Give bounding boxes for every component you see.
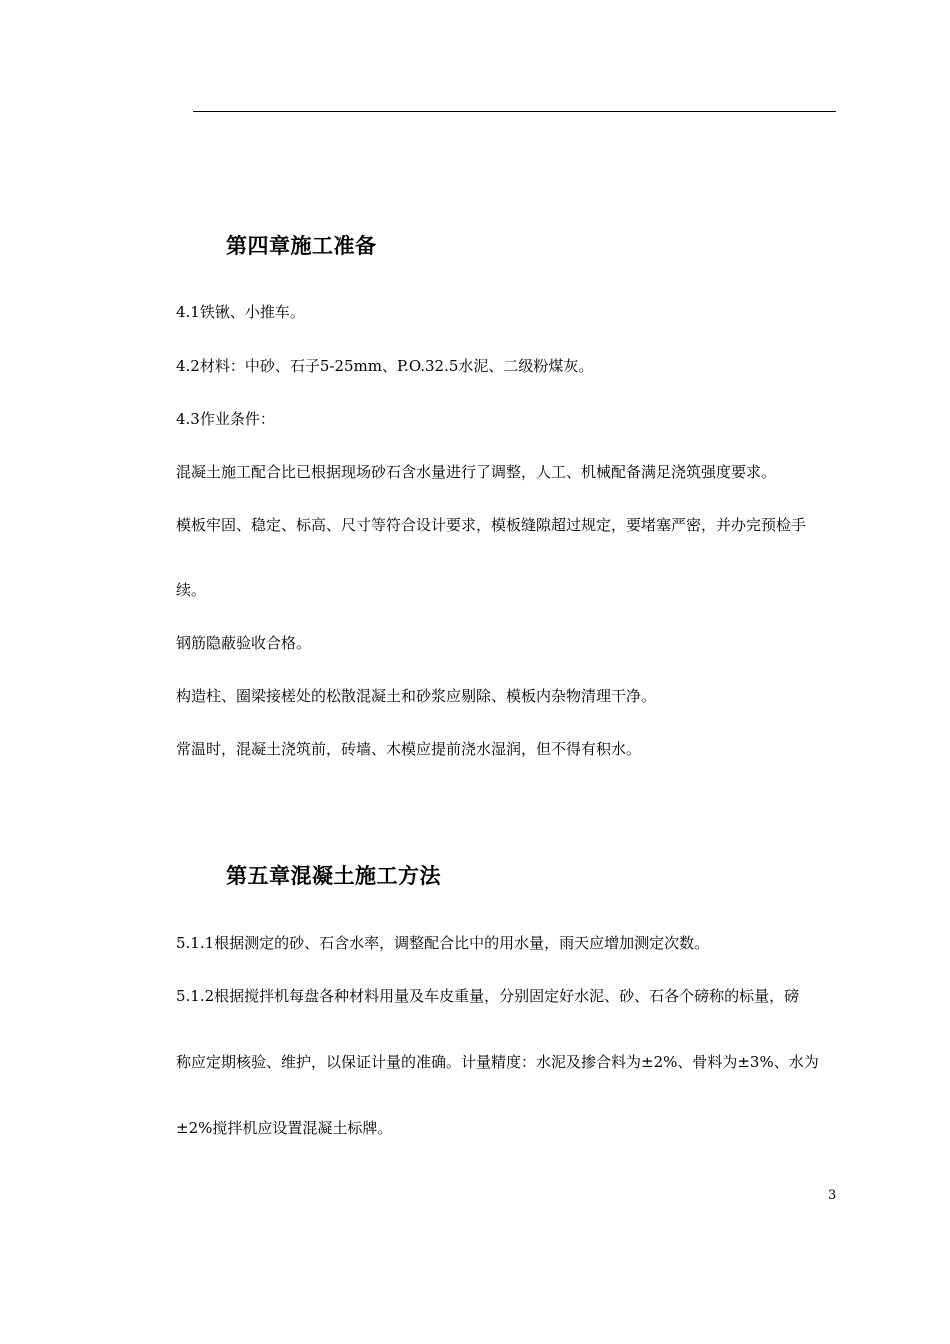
- paragraph-line: 常温时，混凝土浇筑前，砖墙、木模应提前浇水湿润，但不得有积水。: [176, 740, 642, 758]
- paragraph-line: 模板牢固、稳定、标高、尺寸等符合设计要求，模板缝隙超过规定，要堵塞严密，并办完预检手: [176, 516, 807, 534]
- paragraph-line: 混凝土施工配合比已根据现场砂石含水量进行了调整，人工、机械配备满足浇筑强度要求。: [176, 463, 777, 481]
- chapter-4-heading: 第四章施工准备: [226, 234, 377, 258]
- item-4-3: 4.3作业条件：: [176, 410, 275, 428]
- paragraph-line: 称应定期核验、维护，以保证计量的准确。计量精度：水泥及掺合料为±2%、骨料为±3%、水为: [176, 1053, 819, 1071]
- paragraph-line: 钢筋隐蔽验收合格。: [176, 634, 312, 652]
- chapter-5-heading: 第五章混凝土施工方法: [226, 864, 441, 888]
- item-4-1: 4.1铁锹、小推车。: [176, 303, 305, 321]
- paragraph-line: 构造柱、圈梁接槎处的松散混凝土和砂浆应剔除、模板内杂物清理干净。: [176, 687, 657, 705]
- item-5-1-2: 5.1.2根据搅拌机每盘各种材料用量及车皮重量，分别固定好水泥、砂、石各个磅称的标量，磅: [176, 987, 800, 1005]
- item-5-1-1: 5.1.1根据测定的砂、石含水率，调整配合比中的用水量，雨天应增加测定次数。: [176, 934, 710, 952]
- paragraph-line: 续。: [176, 581, 207, 599]
- header-rule: [193, 111, 836, 112]
- page-number: 3: [828, 1188, 837, 1203]
- item-4-2: 4.2材料：中砂、石子5-25mm、P.O.32.5水泥、二级粉煤灰。: [176, 357, 594, 375]
- paragraph-line: ±2%搅拌机应设置混凝土标牌。: [176, 1119, 393, 1137]
